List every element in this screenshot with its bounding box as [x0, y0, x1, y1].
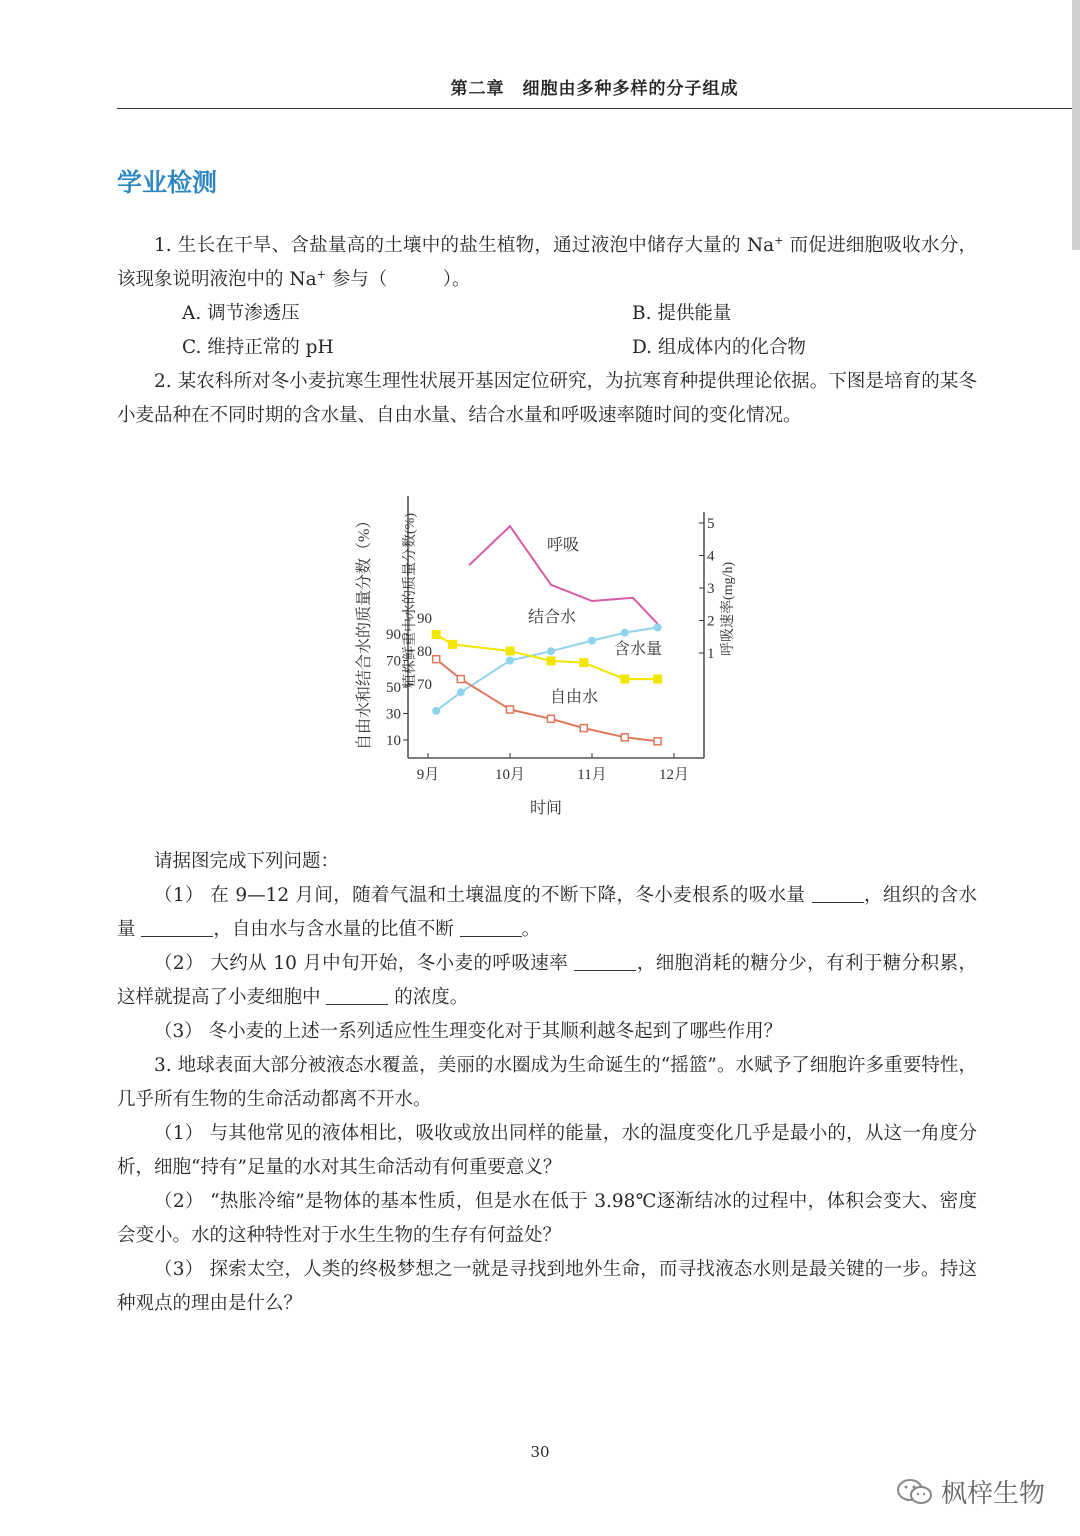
data-point: [548, 715, 555, 722]
question-3-part-1: （1） 与其他常见的液体相比，吸收或放出同样的能量，水的温度变化几乎是最小的，从这一角度分析，细胞“持有”足量的水对其生命活动有何重要意义？: [117, 1123, 977, 1178]
question-2-part-1: （1） 在 9—12 月间，随着气温和土壤温度的不断下降，冬小麦根系的吸水量 ，组织的含水量 ，自由水与含水量的比值不断 。: [117, 879, 977, 947]
question-1-stem: 1. 生长在干旱、含盐量高的土壤中的盐生植物，通过液泡中储存大量的 Na+ 而促进细胞吸收水分，该现象说明液泡中的 Na+ 参与（ ）。: [117, 233, 977, 290]
option-c: C. 维持正常的 pH: [182, 337, 334, 358]
data-point: [506, 647, 515, 656]
option-d: D. 组成体内的化合物: [632, 337, 806, 358]
y-outer-tick-label: 70: [386, 653, 401, 670]
series-label-bound-water: 结合水: [528, 609, 577, 626]
option-b: B. 提供能量: [632, 303, 732, 324]
data-point: [654, 738, 661, 745]
question-2-part-2: （2） 大约从 10 月中旬开始，冬小麦的呼吸速率 ，细胞消耗的糖分少，有利于糖分积累，这样就提高了小麦细胞中 的浓度。: [117, 947, 977, 1015]
answer-blank[interactable]: [574, 950, 636, 971]
y-right-label: 呼吸速率(mg/h): [721, 561, 736, 656]
y-right-tick-label: 5: [707, 516, 715, 532]
question-2-intro: 2. 某农科所对冬小麦抗寒生理性状展开基因定位研究，为抗寒育种提供理论依据。下图是培育的某冬小麦品种在不同时期的含水量、自由水量、结合水量和呼吸速率随时间的变化情况。: [117, 371, 977, 426]
answer-blank[interactable]: [141, 916, 213, 937]
y-outer-tick-label: 50: [386, 680, 401, 696]
question-2-part-3: （3） 冬小麦的上述一系列适应性生理变化对于其顺利越冬起到了哪些作用？: [154, 1021, 783, 1042]
y-right-tick-label: 2: [707, 613, 715, 630]
series-line: [436, 627, 657, 710]
y-inner-tick-label: 70: [417, 677, 432, 693]
y-outer-tick-label: 30: [386, 706, 401, 723]
data-point: [457, 688, 465, 696]
data-point: [621, 734, 628, 741]
question-3-part-2: （2） “热胀冷缩”是物体的基本性质，但是水在低于 3.98℃逐渐结冰的过程中，体积会变大、密度会变小。水的这种特性对于水生生物的生存有何益处？: [117, 1191, 977, 1246]
y-outer-tick-label: 90: [386, 627, 401, 643]
question-3-intro: 3. 地球表面大部分被液态水覆盖，美丽的水圈成为生命诞生的“摇篮”。水赋予了细胞许多重要特性，几乎所有生物的生命活动都离不开水。: [117, 1055, 977, 1110]
y-inner-tick-label: 90: [417, 611, 432, 627]
x-tick-label: 9月: [416, 767, 440, 783]
wechat-icon: [895, 1477, 935, 1507]
data-point: [432, 707, 440, 715]
data-point: [588, 637, 596, 645]
data-point: [620, 675, 629, 684]
data-point: [579, 658, 588, 667]
data-point: [457, 676, 464, 683]
y-inner-tick-label: 80: [417, 644, 432, 660]
data-point: [547, 647, 555, 655]
question-3-part-3: （3） 探索太空，人类的终极梦想之一就是寻找到地外生命，而寻找液态水则是最关键的一步。持这种观点的理由是什么？: [117, 1259, 977, 1314]
series-line: [436, 659, 657, 741]
y-right-tick-label: 1: [707, 646, 715, 662]
series-label-water-content: 含水量: [614, 641, 663, 658]
data-point: [654, 623, 662, 631]
data-point: [580, 725, 587, 732]
water-respiration-chart: [340, 488, 736, 832]
option-a: A. 调节渗透压: [182, 303, 300, 324]
section-title: 学业检测: [117, 168, 218, 197]
data-point: [507, 706, 514, 713]
answer-blank[interactable]: [460, 916, 522, 937]
data-point: [547, 656, 556, 665]
question-2-prompt: 请据图完成下列问题：: [154, 851, 340, 872]
watermark: [895, 1473, 1045, 1510]
chapter-header: 第二章 细胞由多种多样的分子组成: [117, 72, 1072, 109]
data-point: [433, 656, 440, 663]
x-axis-title: 时间: [529, 800, 563, 817]
y-inner-label: 植株鲜重中水的质量分数(%): [403, 513, 418, 688]
data-point: [432, 630, 441, 639]
x-tick-label: 11月: [577, 767, 607, 783]
data-point: [448, 640, 457, 649]
answer-blank[interactable]: [812, 882, 864, 903]
x-tick-label: 12月: [658, 767, 690, 783]
scrollbar[interactable]: [1072, 0, 1080, 250]
data-point: [621, 629, 629, 637]
data-point: [506, 657, 514, 665]
series-label-free-water: 自由水: [550, 689, 599, 706]
data-point: [653, 675, 662, 684]
series-label-respiration: 呼吸: [547, 537, 580, 554]
y-right-tick-label: 3: [707, 581, 715, 597]
y-right-tick-label: 4: [707, 548, 715, 565]
watermark-text: 枫梓生物: [941, 1479, 1046, 1509]
y-outer-label: 自由水和结合水的质量分数（%）: [356, 512, 373, 750]
y-outer-tick-label: 10: [386, 733, 401, 749]
page-number: 30: [530, 1443, 550, 1461]
x-tick-label: 10月: [494, 767, 526, 783]
answer-blank[interactable]: [326, 984, 388, 1005]
